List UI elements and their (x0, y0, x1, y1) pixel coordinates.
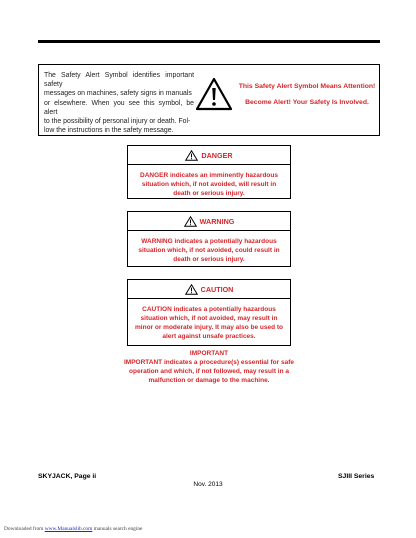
warning-box (127, 211, 291, 267)
safety-alert-attention: This Safety Alert Symbol Means Attention! (238, 83, 376, 90)
caution-box (127, 279, 291, 346)
caution-header (128, 280, 290, 299)
important-note (122, 349, 296, 385)
warning-triangle-icon (185, 150, 198, 161)
warning-header (128, 212, 290, 231)
footer-series: SJIII Series (338, 473, 375, 480)
footer-page-label: SKYJACK, Page ii (38, 473, 97, 480)
danger-header (128, 146, 290, 165)
caution-text: CAUTION indicates a potentially hazardous situation which, if not avoided, may result in minor or moderate injury. It may also be used to alert against unsafe practices. (135, 306, 283, 340)
caution-label: CAUTION (200, 284, 234, 294)
danger-box (127, 145, 291, 199)
safety-alert-involved: Become Alert! Your Safety Is Involved. (245, 99, 369, 106)
warning-triangle-icon (184, 216, 197, 227)
header-rule (38, 40, 380, 43)
manualslib-link[interactable]: www.Manualslib.com (44, 526, 93, 532)
important-text: IMPORTANT indicates a procedure(s) essential for safe operation and which, if not followed, may result in a malfunction or damage to the machine. (123, 359, 294, 384)
safety-alert-description: The Safety Alert Symbol identifies important safety messages on machines, safety signs in manuals or elsewhere. When you see this symbol, be alert to the possibility of personal injury or death. Fol- low the instructions in the safety message. (44, 72, 194, 135)
warning-text: WARNING indicates a potentially hazardous situation which, if not avoided, could result in death or serious injury. (138, 238, 280, 263)
important-label: IMPORTANT (189, 350, 229, 357)
danger-text: DANGER indicates an imminently hazardous situation which, if not avoided, will result in death or serious injury. (140, 172, 278, 197)
download-notice: Downloaded from www.Manualslib.com manuals search engine (4, 526, 143, 532)
warning-triangle-icon (185, 284, 198, 295)
safety-alert-box (38, 64, 380, 136)
footer-date: Nov. 2013 (193, 481, 223, 488)
danger-label: DANGER (201, 150, 233, 160)
safety-alert-triangle-icon (195, 77, 233, 111)
warning-label: WARNING (199, 216, 235, 226)
